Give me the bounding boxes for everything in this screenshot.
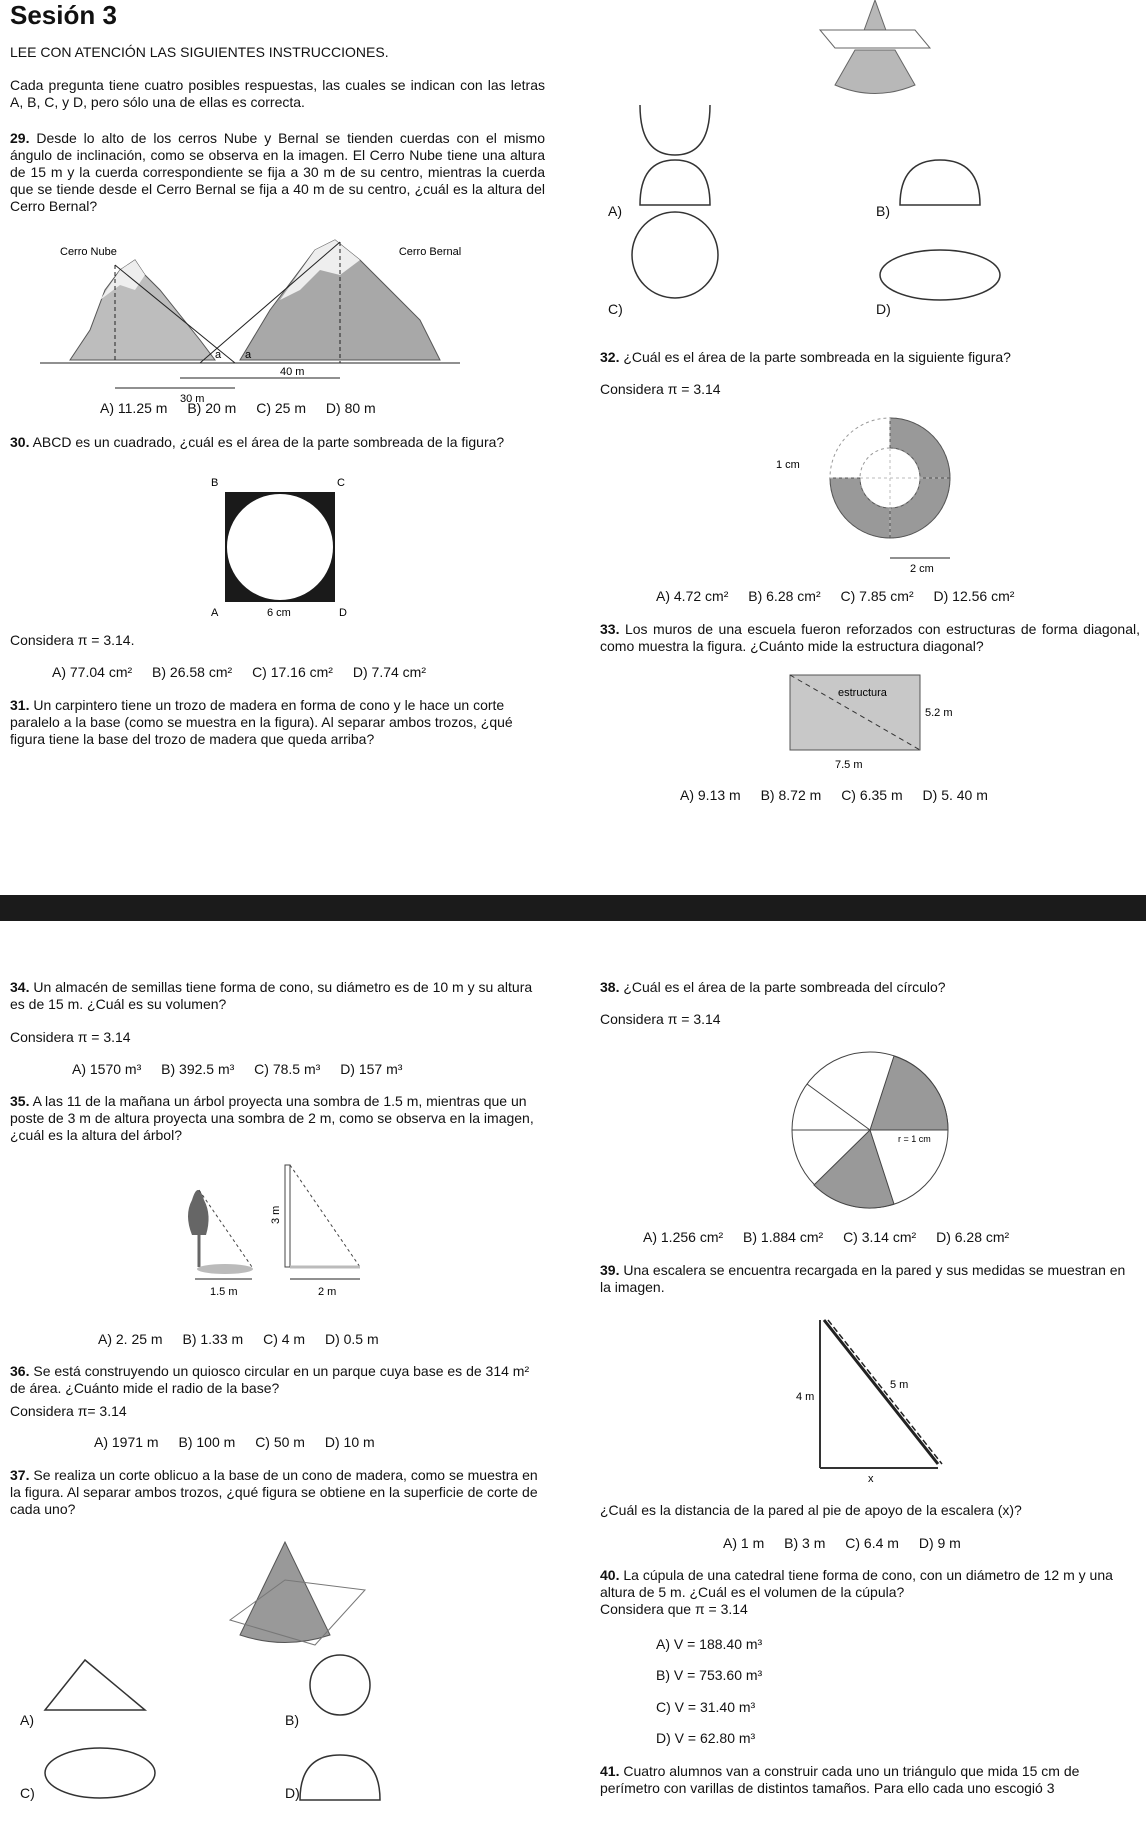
option-b[interactable]: B) 1.884 cm² [743, 1229, 824, 1245]
ladder-rail [824, 1320, 938, 1464]
question-number: 29. [10, 130, 30, 146]
option-d[interactable]: D) 157 m³ [340, 1061, 403, 1077]
option-a[interactable]: A) 1.256 cm² [643, 1229, 724, 1245]
full-circle-c [632, 212, 718, 298]
q29-options [100, 400, 392, 416]
question-number: 35. [10, 1093, 30, 1109]
q31-option-d[interactable]: D) [876, 301, 891, 317]
option-c[interactable]: C) 17.16 cm² [252, 664, 333, 680]
question-text: A las 11 de la mañana un árbol proyecta una sombra de 1.5 m, mientras que un poste de 3 m de altura proyecta una sombra de 2 m, como se observa en la imagen, ¿cuál es la altura del árbol? [10, 1093, 534, 1143]
quadrant-bottom-right [890, 478, 950, 538]
question-text: Un almacén de semillas tiene forma de cono, su diámetro es de 10 m y su altura es de 15 m. ¿Cuál es su volumen? [10, 979, 533, 1012]
question-text: ¿Cuál es el área de la parte sombreada en la siguiente figura? [623, 349, 1011, 365]
label-5m: 5 m [890, 1379, 909, 1391]
option-a[interactable]: A) 1570 m³ [72, 1061, 142, 1077]
option-b[interactable]: B) 26.58 cm² [152, 664, 233, 680]
option-a[interactable]: A) 1971 m [94, 1434, 159, 1450]
option-d[interactable]: D) 6.28 cm² [936, 1229, 1010, 1245]
question-text: La cúpula de una catedral tiene forma de cono, con un diámetro de 12 m y una altura de 5 m. ¿Cuál es el volumen de la cúpula? [600, 1567, 1113, 1600]
option-d[interactable]: D) 80 m [325, 400, 376, 416]
question-number: 37. [10, 1467, 30, 1483]
q31-option-a[interactable]: A) [608, 203, 622, 219]
question-text: Un carpintero tiene un trozo de madera en forma de cono y le hace un corte paralelo a la base (como se muestra en la figura). Al separar ambos trozos, ¿qué figura tiene la base del trozo de madera que queda arriba? [10, 697, 513, 747]
wall-figure [780, 670, 980, 775]
question-text: Se está construyendo un quiosco circular en un parque cuya base es de 314 m² de área. ¿Cuánto mide el radio de la base? [10, 1363, 530, 1396]
tree-crown [188, 1190, 209, 1235]
option-a[interactable]: A) 1 m [723, 1535, 765, 1551]
label-40m: 40 m [280, 366, 305, 378]
label-1cm: 1 cm [776, 459, 800, 471]
instructions-heading: LEE CON ATENCIÓN LAS SIGUIENTES INSTRUCCIONES. [10, 44, 389, 60]
label-angle-a1: a [215, 349, 222, 361]
option-a[interactable]: A) 2. 25 m [98, 1331, 163, 1347]
quadrant-top-right [890, 418, 950, 478]
q40-consider: Considera que π = 3.14 [600, 1601, 748, 1617]
q39-question: ¿Cuál es la distancia de la pared al pie de apoyo de la escalera (x)? [600, 1502, 1022, 1518]
question-number: 33. [600, 621, 620, 637]
cone-cut-figure [820, 0, 930, 100]
ladder-rungs [828, 1320, 942, 1464]
option-b[interactable]: B) 100 m [178, 1434, 236, 1450]
triangle-a [45, 1660, 145, 1710]
question-37 [10, 1467, 540, 1518]
pole [285, 1165, 290, 1267]
option-c[interactable]: C) 25 m [256, 400, 307, 416]
label-angle-a2: a [245, 349, 252, 361]
option-b[interactable]: B) 392.5 m³ [161, 1061, 235, 1077]
label-2cm: 2 cm [910, 563, 934, 575]
quadrant-bottom-left [830, 478, 890, 538]
option-b[interactable]: B) 1.33 m [182, 1331, 244, 1347]
q40-option-d[interactable]: D) V = 62.80 m³ [656, 1730, 756, 1746]
option-b[interactable]: B) 20 m [187, 400, 237, 416]
question-29 [10, 130, 545, 215]
option-a[interactable]: A) 11.25 m [100, 400, 168, 416]
question-text: Desde lo alto de los cerros Nube y Bernal se tienden cuerdas con el mismo ángulo de inclinación, como se observa en la imagen. El Cerro Nube tiene una altura de 15 m y la cuerda correspondiente se fija a 30 m de su centro, mientras la cuerda que se tiende desde el Cerro Bernal se fija a 40 m de su centro, ¿cuál es la altura del Cerro Bernal? [10, 130, 545, 214]
tree-pole-figure [180, 1165, 390, 1310]
question-41 [600, 1763, 1140, 1797]
question-39 [600, 1262, 1140, 1296]
question-text: ¿Cuál es el área de la parte sombreada del círculo? [623, 979, 946, 995]
label-1-5m: 1.5 m [210, 1286, 238, 1298]
cone-bottom [835, 50, 915, 94]
q32-consider: Considera π = 3.14 [600, 381, 721, 397]
cut-plane [820, 30, 930, 48]
option-c[interactable]: C) 78.5 m³ [254, 1061, 321, 1077]
circle-b [310, 1655, 370, 1715]
label-estructura: estructura [838, 687, 887, 699]
ellipse-c [45, 1748, 155, 1798]
question-number: 38. [600, 979, 620, 995]
label-30m: 30 m [180, 393, 205, 405]
label-2m: 2 m [318, 1286, 337, 1298]
question-number: 39. [600, 1262, 620, 1278]
q37-option-b[interactable]: B) [285, 1712, 299, 1728]
q34-consider: Considera π = 3.14 [10, 1029, 131, 1045]
q40-option-c[interactable]: C) V = 31.40 m³ [656, 1699, 756, 1715]
option-b[interactable]: B) 3 m [784, 1535, 826, 1551]
option-a[interactable]: A) 9.13 m [680, 787, 741, 803]
question-34 [10, 979, 550, 1013]
question-33 [600, 621, 1140, 655]
option-a[interactable]: A) 4.72 cm² [656, 588, 729, 604]
question-31 [10, 697, 540, 748]
q37-option-shapes [40, 1655, 400, 1815]
label-5-2m: 5.2 m [925, 707, 953, 719]
option-c[interactable]: C) 3.14 cm² [843, 1229, 917, 1245]
option-c[interactable]: C) 6.4 m [845, 1535, 899, 1551]
label-bernal: Cerro Bernal [398, 246, 462, 258]
question-40 [600, 1567, 1140, 1601]
q36-options [94, 1434, 391, 1450]
q38-options [643, 1229, 1025, 1245]
question-text: Los muros de una escuela fueron reforzados con estructuras de forma diagonal, como muestra la figura. ¿Cuánto mide la estructura diagonal? [600, 621, 1141, 654]
option-c[interactable]: C) 7.85 cm² [840, 588, 914, 604]
label-r: r = 1 cm [898, 1134, 931, 1144]
half-circle-up-b [900, 160, 980, 205]
ellipse-d [880, 250, 1000, 300]
option-d[interactable]: D) 7.74 cm² [352, 664, 426, 680]
question-number: 30. [10, 434, 30, 450]
question-text: Cuatro alumnos van a construir cada uno un triángulo que mida 15 cm de perímetro con varillas de distintos tamaños. Para ello cada uno escogió 3 [600, 1763, 1080, 1796]
q36-consider: Considera π= 3.14 [10, 1403, 127, 1419]
half-circle-up-a [640, 160, 710, 205]
label-nube: Cerro Nube [60, 246, 117, 258]
question-number: 31. [10, 697, 30, 713]
q31-option-shapes [600, 100, 1120, 320]
question-number: 34. [10, 979, 30, 995]
option-d[interactable]: D) 9 m [918, 1535, 961, 1551]
question-number: 41. [600, 1763, 620, 1779]
pole-sunray [290, 1165, 360, 1267]
option-d[interactable]: D) 5. 40 m [922, 787, 988, 803]
q30-options [52, 664, 442, 680]
question-text: Una escalera se encuentra recargada en la pared y sus medidas se muestran en la imagen. [600, 1262, 1126, 1295]
question-30 [10, 434, 545, 451]
label-A: A [211, 607, 219, 619]
sector-circle-figure [790, 1050, 960, 1215]
option-d[interactable]: D) 10 m [324, 1434, 375, 1450]
label-4m: 4 m [796, 1391, 815, 1403]
option-a[interactable]: A) 77.04 cm² [52, 664, 133, 680]
q37-option-d[interactable]: D) [285, 1785, 300, 1801]
annulus-figure [770, 410, 970, 580]
option-c[interactable]: C) 6.35 m [841, 787, 903, 803]
q35-options [98, 1331, 395, 1347]
option-c[interactable]: C) 50 m [255, 1434, 305, 1450]
q31-option-c[interactable]: C) [608, 301, 623, 317]
q30-consider: Considera π = 3.14. [10, 632, 135, 648]
q31-option-b[interactable]: B) [876, 203, 890, 219]
label-x: x [868, 1473, 874, 1485]
tree-shadow [197, 1264, 253, 1274]
question-number: 32. [600, 349, 620, 365]
label-C: C [337, 477, 345, 489]
ladder-figure [790, 1318, 950, 1483]
question-32 [600, 349, 1140, 366]
q38-consider: Considera π = 3.14 [600, 1011, 721, 1027]
oblique-cone-figure [225, 1540, 365, 1650]
option-d[interactable]: D) 12.56 cm² [933, 588, 1015, 604]
page-title: Sesión 3 [10, 0, 117, 30]
label-D: D [339, 607, 347, 619]
label-B: B [211, 477, 219, 489]
question-38 [600, 979, 1140, 996]
q32-options [656, 588, 1030, 604]
mountains-figure [40, 230, 462, 405]
q40-option-b[interactable]: B) V = 753.60 m³ [656, 1667, 763, 1683]
q39-options [723, 1535, 977, 1551]
option-d[interactable]: D) 0.5 m [324, 1331, 379, 1347]
instructions-text: Cada pregunta tiene cuatro posibles respuestas, las cuales se indican con las letras A, B, C, y D, pero sólo una de ellas es correcta. [10, 77, 545, 110]
q33-options [680, 787, 1004, 803]
question-text: Se realiza un corte oblicuo a la base de un cono de madera, como se muestra en la figura. Al separar ambos trozos, ¿qué figura se obtiene en la superficie de corte de cada uno? [10, 1467, 538, 1517]
half-circle-down [640, 105, 710, 155]
q34-options [72, 1061, 418, 1077]
option-c[interactable]: C) 4 m [263, 1331, 306, 1347]
q40-option-a[interactable]: A) V = 188.40 m³ [656, 1636, 763, 1652]
q37-option-a[interactable]: A) [20, 1712, 34, 1728]
square-circle-figure [205, 476, 355, 621]
question-number: 36. [10, 1363, 30, 1379]
inscribed-circle [227, 494, 333, 600]
label-side: 6 cm [267, 607, 291, 619]
question-35 [10, 1093, 545, 1144]
q37-option-c[interactable]: C) [20, 1785, 35, 1801]
half-circle-d [300, 1755, 380, 1800]
page-separator [0, 895, 1146, 921]
option-b[interactable]: B) 6.28 cm² [748, 588, 821, 604]
question-number: 40. [600, 1567, 620, 1583]
question-text: ABCD es un cuadrado, ¿cuál es el área de la parte sombreada de la figura? [32, 434, 505, 450]
label-3m: 3 m [270, 1205, 282, 1224]
label-7-5m: 7.5 m [835, 759, 863, 771]
option-b[interactable]: B) 8.72 m [760, 787, 822, 803]
question-36 [10, 1363, 545, 1397]
